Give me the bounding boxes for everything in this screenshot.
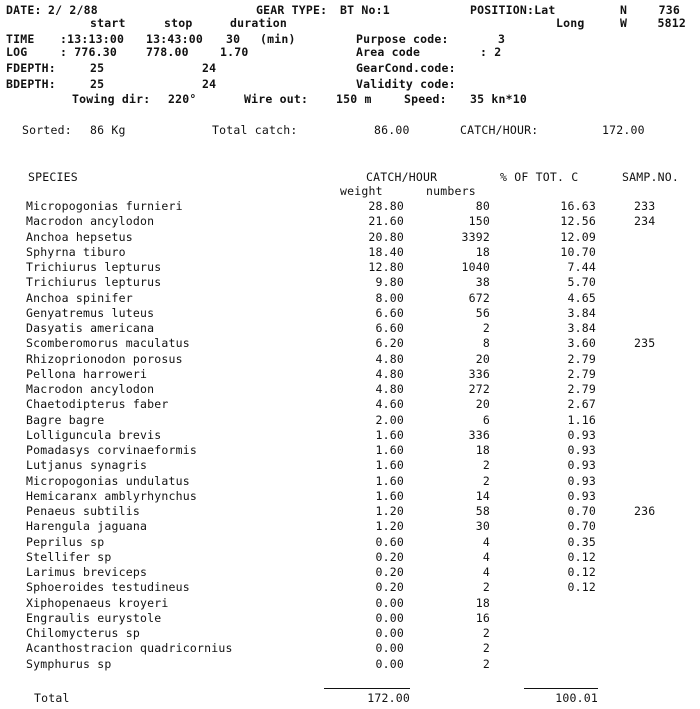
table-row bbox=[0, 581, 700, 596]
species-name: Larimus breviceps bbox=[26, 565, 148, 579]
towing-dir-label: Towing dir: bbox=[72, 92, 151, 106]
gear-type-value: BT No:1 bbox=[340, 3, 390, 17]
species-name: Bagre bagre bbox=[26, 412, 105, 427]
catch-per-hour-label: CATCH/HOUR: bbox=[460, 123, 539, 137]
percent-value: 12.09 bbox=[560, 229, 596, 244]
purpose-code-label: Purpose code: bbox=[356, 32, 449, 46]
table-row bbox=[0, 337, 700, 352]
gear-condition-label: GearCond.code: bbox=[356, 61, 456, 75]
table-row bbox=[0, 200, 700, 215]
percent-value: 0.12 bbox=[567, 580, 596, 595]
table-row bbox=[0, 505, 700, 520]
table-row bbox=[0, 246, 700, 261]
wire-out-value: 150 m bbox=[336, 92, 372, 106]
table-row bbox=[0, 520, 700, 535]
table-row bbox=[0, 414, 700, 429]
percent-value: 12.56 bbox=[560, 214, 596, 229]
table-row bbox=[0, 658, 700, 673]
percent-value: 3.60 bbox=[567, 336, 596, 351]
weight-value: 4.60 bbox=[375, 397, 404, 412]
col-stop-label: stop bbox=[164, 16, 193, 30]
weight-value: 1.60 bbox=[375, 427, 404, 442]
numbers-value: 2 bbox=[482, 580, 490, 595]
col-duration-label: duration bbox=[230, 16, 287, 30]
species-name: Harengula jaguana bbox=[26, 519, 148, 534]
species-name: Micropogonias furnieri bbox=[26, 199, 183, 213]
species-name: Genyatremus luteus bbox=[26, 305, 155, 320]
weight-value: 4.80 bbox=[375, 351, 404, 366]
percent-value: 2.79 bbox=[567, 351, 596, 366]
speed-label: Speed: bbox=[404, 92, 447, 106]
weight-value: 1.60 bbox=[375, 458, 404, 473]
numbers-value: 336 bbox=[468, 366, 490, 381]
numbers-value: 1040 bbox=[461, 260, 490, 274]
numbers-value: 18 bbox=[475, 595, 490, 610]
total-label: Total bbox=[34, 691, 70, 705]
species-name: Sphyrna tiburo bbox=[26, 244, 126, 259]
log-label: LOG bbox=[6, 45, 28, 59]
percent-value: 0.70 bbox=[567, 504, 596, 518]
numbers-value: 2 bbox=[482, 321, 490, 335]
numbers-value: 2 bbox=[482, 473, 490, 488]
species-name: Penaeus subtilis bbox=[26, 504, 140, 518]
log-start: : 776.30 bbox=[60, 45, 117, 59]
weight-value: 0.00 bbox=[375, 656, 404, 671]
sample-number-value: 234 bbox=[634, 214, 656, 229]
species-name: Lolliguncula brevis bbox=[26, 427, 162, 442]
weight-value: 1.60 bbox=[375, 488, 404, 503]
numbers-value: 4 bbox=[482, 549, 490, 564]
long-hemisphere: W bbox=[620, 16, 628, 30]
percent-value: 5.70 bbox=[567, 275, 596, 290]
col-start-label: start bbox=[90, 16, 126, 30]
table-row bbox=[0, 383, 700, 398]
species-name: Macrodon ancylodon bbox=[26, 214, 155, 229]
weight-value: 6.60 bbox=[375, 305, 404, 320]
percent-value: 16.63 bbox=[560, 199, 596, 213]
bdepth-start: 25 bbox=[90, 77, 105, 91]
time-duration: 30 bbox=[226, 32, 241, 46]
total-weight-value: 172.00 bbox=[367, 691, 410, 705]
sample-number-value: 233 bbox=[634, 199, 656, 213]
sample-number-column-header: SAMP.NO. bbox=[622, 170, 679, 184]
weight-value: 4.80 bbox=[375, 366, 404, 381]
table-row bbox=[0, 551, 700, 566]
species-name: Sphoeroides testudineus bbox=[26, 580, 190, 595]
percent-total-column-header: % OF TOT. C bbox=[500, 170, 579, 184]
percent-value: 7.44 bbox=[567, 260, 596, 274]
species-name: Chaetodipterus faber bbox=[26, 397, 169, 412]
species-column-header: SPECIES bbox=[28, 170, 78, 184]
numbers-value: 38 bbox=[475, 275, 490, 290]
weight-value: 6.20 bbox=[375, 336, 404, 351]
validity-code-label: Validity code: bbox=[356, 77, 456, 91]
table-row bbox=[0, 353, 700, 368]
date-value: 2/ 2/88 bbox=[48, 3, 98, 17]
long-label: Long bbox=[556, 16, 585, 30]
table-row bbox=[0, 368, 700, 383]
percent-value: 0.93 bbox=[567, 427, 596, 442]
position-label: POSITION:Lat bbox=[470, 3, 556, 17]
table-row bbox=[0, 276, 700, 291]
weight-value: 0.20 bbox=[375, 549, 404, 564]
fdepth-label: FDEPTH: bbox=[6, 61, 56, 75]
log-duration: 1.70 bbox=[220, 45, 249, 59]
numbers-value: 80 bbox=[475, 199, 490, 213]
numbers-value: 336 bbox=[468, 427, 490, 442]
table-row bbox=[0, 612, 700, 627]
species-name: Micropogonias undulatus bbox=[26, 473, 190, 488]
area-code-label: Area code bbox=[356, 45, 421, 59]
table-row bbox=[0, 490, 700, 505]
time-stop: 13:43:00 bbox=[146, 32, 203, 46]
weight-value: 0.20 bbox=[375, 565, 404, 579]
numbers-value: 18 bbox=[475, 443, 490, 457]
total-percent-value: 100.01 bbox=[555, 691, 598, 705]
wire-out-label: Wire out: bbox=[244, 92, 309, 106]
percent-value: 2.79 bbox=[567, 366, 596, 381]
table-row bbox=[0, 307, 700, 322]
percent-value: 0.12 bbox=[567, 565, 596, 579]
table-row bbox=[0, 642, 700, 657]
catch-hour-column-header: CATCH/HOUR bbox=[366, 170, 438, 184]
numbers-value: 4 bbox=[482, 534, 490, 549]
species-name: Acanthostracion quadricornius bbox=[26, 641, 233, 656]
table-row bbox=[0, 215, 700, 230]
table-row bbox=[0, 322, 700, 337]
percent-value: 2.67 bbox=[567, 397, 596, 412]
table-row bbox=[0, 475, 700, 490]
numbers-value: 58 bbox=[475, 504, 490, 518]
percent-value: 1.16 bbox=[567, 412, 596, 427]
species-name: Trichiurus lepturus bbox=[26, 260, 162, 274]
area-code-value: : 2 bbox=[480, 45, 502, 59]
weight-value: 18.40 bbox=[368, 244, 404, 259]
numbers-value: 16 bbox=[475, 610, 490, 625]
percent-value: 0.93 bbox=[567, 488, 596, 503]
weight-value: 0.00 bbox=[375, 610, 404, 625]
percent-total-rule bbox=[524, 688, 598, 689]
bdepth-label: BDEPTH: bbox=[6, 77, 56, 91]
numbers-value: 30 bbox=[475, 519, 490, 534]
table-row bbox=[0, 429, 700, 444]
table-row bbox=[0, 444, 700, 459]
numbers-subheader: numbers bbox=[426, 184, 476, 198]
sample-number-value: 235 bbox=[634, 336, 656, 351]
time-unit: (min) bbox=[260, 32, 296, 46]
weight-value: 1.20 bbox=[375, 519, 404, 534]
species-name: Peprilus sp bbox=[26, 534, 105, 549]
percent-value: 3.84 bbox=[567, 321, 596, 335]
sample-number-value: 236 bbox=[634, 504, 656, 518]
total-catch-label: Total catch: bbox=[212, 123, 298, 137]
weight-subheader: weight bbox=[340, 184, 383, 198]
numbers-value: 3392 bbox=[461, 229, 490, 244]
bdepth-stop: 24 bbox=[202, 77, 217, 91]
weight-value: 1.60 bbox=[375, 443, 404, 457]
species-name: Anchoa hepsetus bbox=[26, 229, 133, 244]
percent-value: 3.84 bbox=[567, 305, 596, 320]
species-name: Scomberomorus maculatus bbox=[26, 336, 190, 351]
species-name: Pellona harroweri bbox=[26, 366, 148, 381]
numbers-value: 272 bbox=[468, 382, 490, 396]
species-name: Xiphopenaeus kroyeri bbox=[26, 595, 169, 610]
species-name: Trichiurus lepturus bbox=[26, 275, 162, 290]
towing-dir-value: 220° bbox=[168, 92, 197, 106]
sorted-label: Sorted: bbox=[22, 123, 72, 137]
time-start: :13:13:00 bbox=[60, 32, 125, 46]
weight-value: 0.00 bbox=[375, 626, 404, 640]
numbers-value: 18 bbox=[475, 244, 490, 259]
table-row bbox=[0, 261, 700, 276]
percent-value: 0.93 bbox=[567, 473, 596, 488]
table-row bbox=[0, 536, 700, 551]
numbers-value: 8 bbox=[482, 336, 490, 351]
table-row bbox=[0, 627, 700, 642]
weight-value: 9.80 bbox=[375, 275, 404, 290]
weight-value: 0.20 bbox=[375, 580, 404, 595]
catch-per-hour-value: 172.00 bbox=[602, 123, 645, 137]
percent-value: 0.93 bbox=[567, 458, 596, 473]
weight-value: 6.60 bbox=[375, 321, 404, 335]
weight-value: 20.80 bbox=[368, 229, 404, 244]
table-row bbox=[0, 292, 700, 307]
table-row bbox=[0, 398, 700, 413]
weight-value: 12.80 bbox=[368, 260, 404, 274]
table-row bbox=[0, 566, 700, 581]
species-name: Stellifer sp bbox=[26, 549, 112, 564]
log-stop: 778.00 bbox=[146, 45, 189, 59]
speed-value: 35 kn*10 bbox=[470, 92, 527, 106]
numbers-value: 150 bbox=[468, 214, 490, 229]
species-name: Engraulis eurystole bbox=[26, 610, 162, 625]
percent-value: 2.79 bbox=[567, 382, 596, 396]
sorted-value: 86 Kg bbox=[90, 123, 126, 137]
numbers-value: 2 bbox=[482, 656, 490, 671]
weight-value: 2.00 bbox=[375, 412, 404, 427]
numbers-value: 2 bbox=[482, 626, 490, 640]
purpose-code-value: 3 bbox=[498, 32, 506, 46]
time-label: TIME bbox=[6, 32, 35, 46]
numbers-value: 2 bbox=[482, 641, 490, 656]
lat-value: 736 bbox=[658, 3, 680, 17]
weight-total-rule bbox=[324, 688, 410, 689]
weight-value: 28.80 bbox=[368, 199, 404, 213]
table-row bbox=[0, 597, 700, 612]
date-label: DATE: bbox=[6, 3, 42, 17]
species-name: Rhizoprionodon porosus bbox=[26, 351, 183, 366]
total-catch-value: 86.00 bbox=[374, 123, 410, 137]
gear-type-label: GEAR TYPE: bbox=[256, 3, 328, 17]
species-name: Macrodon ancylodon bbox=[26, 382, 155, 396]
numbers-value: 56 bbox=[475, 305, 490, 320]
weight-value: 1.60 bbox=[375, 473, 404, 488]
species-name: Chilomycterus sp bbox=[26, 626, 140, 640]
percent-value: 4.65 bbox=[567, 290, 596, 305]
numbers-value: 14 bbox=[475, 488, 490, 503]
species-name: Symphurus sp bbox=[26, 656, 112, 671]
percent-value: 10.70 bbox=[560, 244, 596, 259]
weight-value: 21.60 bbox=[368, 214, 404, 229]
percent-value: 0.12 bbox=[567, 549, 596, 564]
numbers-value: 6 bbox=[482, 412, 490, 427]
species-name: Hemicaranx amblyrhynchus bbox=[26, 488, 197, 503]
species-name: Anchoa spinifer bbox=[26, 290, 133, 305]
table-row bbox=[0, 459, 700, 474]
percent-value: 0.35 bbox=[567, 534, 596, 549]
percent-value: 0.70 bbox=[567, 519, 596, 534]
long-value: 5812 bbox=[657, 16, 686, 30]
numbers-value: 672 bbox=[468, 290, 490, 305]
percent-value: 0.93 bbox=[567, 443, 596, 457]
fdepth-start: 25 bbox=[90, 61, 105, 75]
weight-value: 0.00 bbox=[375, 641, 404, 656]
species-name: Pomadasys corvinaeformis bbox=[26, 443, 197, 457]
weight-value: 4.80 bbox=[375, 382, 404, 396]
weight-value: 0.00 bbox=[375, 595, 404, 610]
numbers-value: 20 bbox=[475, 397, 490, 412]
lat-hemisphere: N bbox=[620, 3, 628, 17]
numbers-value: 20 bbox=[475, 351, 490, 366]
weight-value: 8.00 bbox=[375, 290, 404, 305]
numbers-value: 4 bbox=[482, 565, 490, 579]
numbers-value: 2 bbox=[482, 458, 490, 473]
species-name: Dasyatis americana bbox=[26, 321, 155, 335]
weight-value: 1.20 bbox=[375, 504, 404, 518]
weight-value: 0.60 bbox=[375, 534, 404, 549]
fdepth-stop: 24 bbox=[202, 61, 217, 75]
table-row bbox=[0, 231, 700, 246]
species-name: Lutjanus synagris bbox=[26, 458, 148, 473]
